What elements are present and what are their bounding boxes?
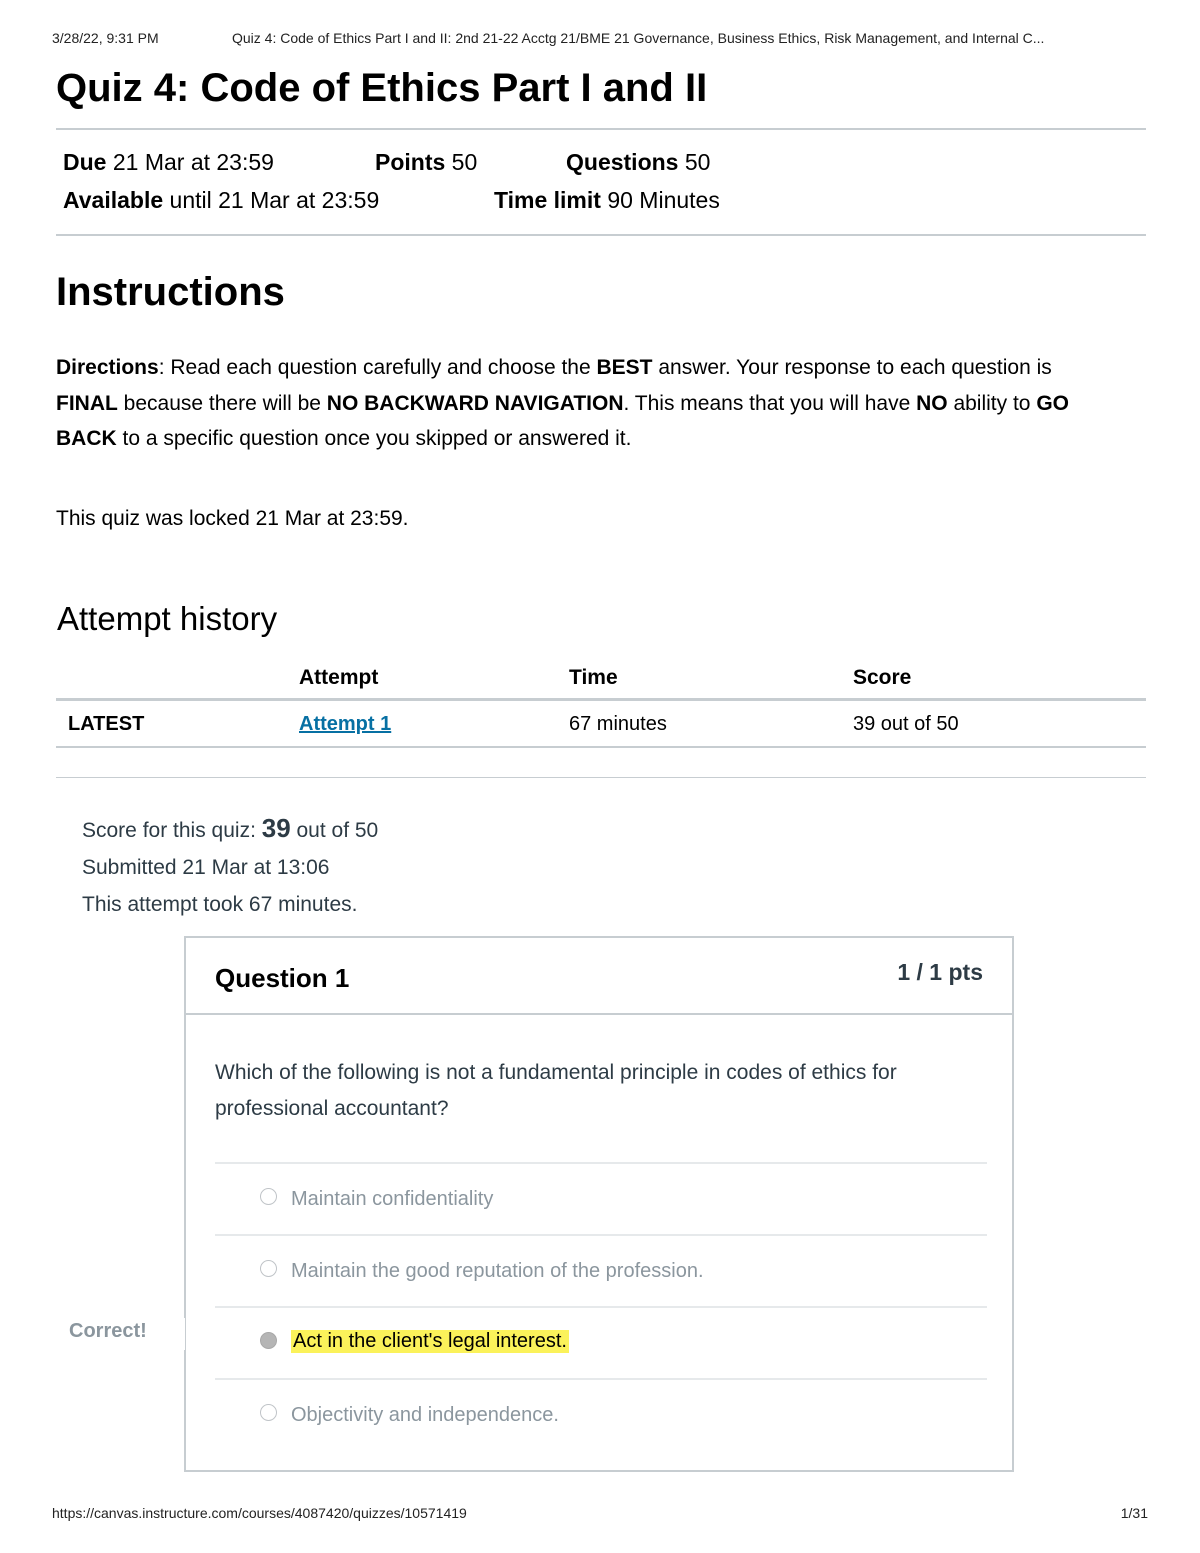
answer-option — [215, 1162, 987, 1234]
column-header-score: Score — [853, 666, 912, 689]
correct-flag-text: Correct! — [69, 1320, 147, 1342]
submitted-time: Submitted 21 Mar at 13:06 — [82, 856, 330, 879]
directions-emphasis: NO BACKWARD NAVIGATION — [326, 391, 624, 415]
score-summary — [82, 810, 378, 923]
answer-option — [215, 1378, 987, 1450]
column-header-attempt: Attempt — [299, 666, 379, 689]
attempt-cell — [299, 713, 391, 736]
time-limit-label: Time limit — [494, 187, 601, 213]
directions-part: ability to — [947, 391, 1037, 415]
directions-part: . This means that you will have — [623, 391, 917, 415]
score-suffix: out of 50 — [290, 819, 379, 842]
available-value: until 21 Mar at 23:59 — [169, 187, 380, 213]
header-divider — [56, 698, 1146, 701]
print-datetime: 3/28/22, 9:31 PM — [52, 30, 159, 46]
question-points: 1 / 1 pts — [897, 959, 983, 985]
available-label: Available — [63, 187, 164, 213]
directions-part: : Read each question carefully and choose the — [158, 356, 597, 379]
answer-label: Act in the client's legal interest. — [293, 1330, 567, 1352]
page-title: Quiz 4: Code of Ethics Part I and II — [56, 66, 708, 110]
locked-notice: This quiz was locked 21 Mar at 23:59. — [56, 507, 409, 530]
radio-button-selected — [260, 1332, 277, 1349]
divider — [56, 128, 1146, 130]
directions-part: to a specific question once you skipped or answered it. — [116, 427, 632, 450]
directions-emphasis: NO — [916, 391, 948, 415]
radio-button — [260, 1188, 277, 1205]
score-cell: 39 out of 50 — [853, 713, 959, 735]
time-limit-value: 90 Minutes — [607, 187, 720, 213]
print-header — [52, 30, 1148, 50]
attempt-link[interactable]: Attempt 1 — [299, 713, 392, 735]
points-value: 50 — [451, 149, 478, 175]
score-prefix: Score for this quiz: — [82, 819, 262, 842]
page-number: 1/31 — [1120, 1505, 1148, 1521]
quiz-questions — [566, 149, 710, 176]
questions-label: Questions — [566, 149, 679, 175]
quiz-points — [375, 149, 477, 176]
directions-part: because there will be — [117, 391, 327, 415]
answer-list — [215, 1162, 987, 1450]
answer-option-selected — [215, 1306, 987, 1378]
answer-label: Maintain confidentiality — [291, 1188, 494, 1210]
correct-answer-flag — [56, 1318, 185, 1350]
attempt-duration: This attempt took 67 minutes. — [82, 893, 358, 916]
answer-option — [215, 1234, 987, 1306]
question-title: Question 1 — [215, 963, 350, 993]
question-card — [184, 936, 1014, 1472]
score-value: 39 — [261, 813, 291, 843]
directions-part: answer. Your response to each question is — [652, 356, 1052, 379]
print-document-title: Quiz 4: Code of Ethics Part I and II: 2nd 21-22 Acctg 21/BME 21 Governance, Business Ethics, Risk Management, and Internal C... — [232, 30, 1045, 46]
answer-label: Maintain the good reputation of the profession. — [291, 1260, 704, 1282]
directions-emphasis: FINAL — [56, 391, 118, 415]
page-url: https://canvas.instructure.com/courses/4087420/quizzes/10571419 — [52, 1505, 467, 1521]
question-text: Which of the following is not a fundamental principle in codes of ethics for professional accountant? — [215, 1061, 897, 1120]
points-label: Points — [375, 149, 446, 175]
due-value: 21 Mar at 23:59 — [112, 149, 274, 175]
divider — [56, 777, 1146, 778]
quiz-available — [63, 187, 379, 214]
directions-emphasis: GO BACK — [56, 391, 1069, 450]
question-header — [186, 938, 1012, 1015]
quiz-score — [82, 810, 378, 849]
directions-emphasis: BEST — [596, 356, 653, 379]
instructions-heading: Instructions — [56, 270, 285, 314]
questions-value: 50 — [684, 149, 711, 175]
radio-button — [260, 1404, 277, 1421]
divider — [56, 234, 1146, 236]
row-divider — [56, 746, 1146, 748]
time-cell: 67 minutes — [569, 713, 667, 735]
directions-text — [56, 350, 1116, 457]
due-label: Due — [63, 149, 107, 175]
column-header-time: Time — [569, 666, 618, 689]
quiz-time-limit — [494, 187, 720, 214]
latest-tag: LATEST — [68, 713, 145, 735]
answer-label: Objectivity and independence. — [291, 1404, 559, 1426]
quiz-due — [63, 149, 274, 176]
directions-label: Directions — [56, 356, 159, 379]
radio-button — [260, 1260, 277, 1277]
attempt-history-heading: Attempt history — [57, 600, 278, 637]
